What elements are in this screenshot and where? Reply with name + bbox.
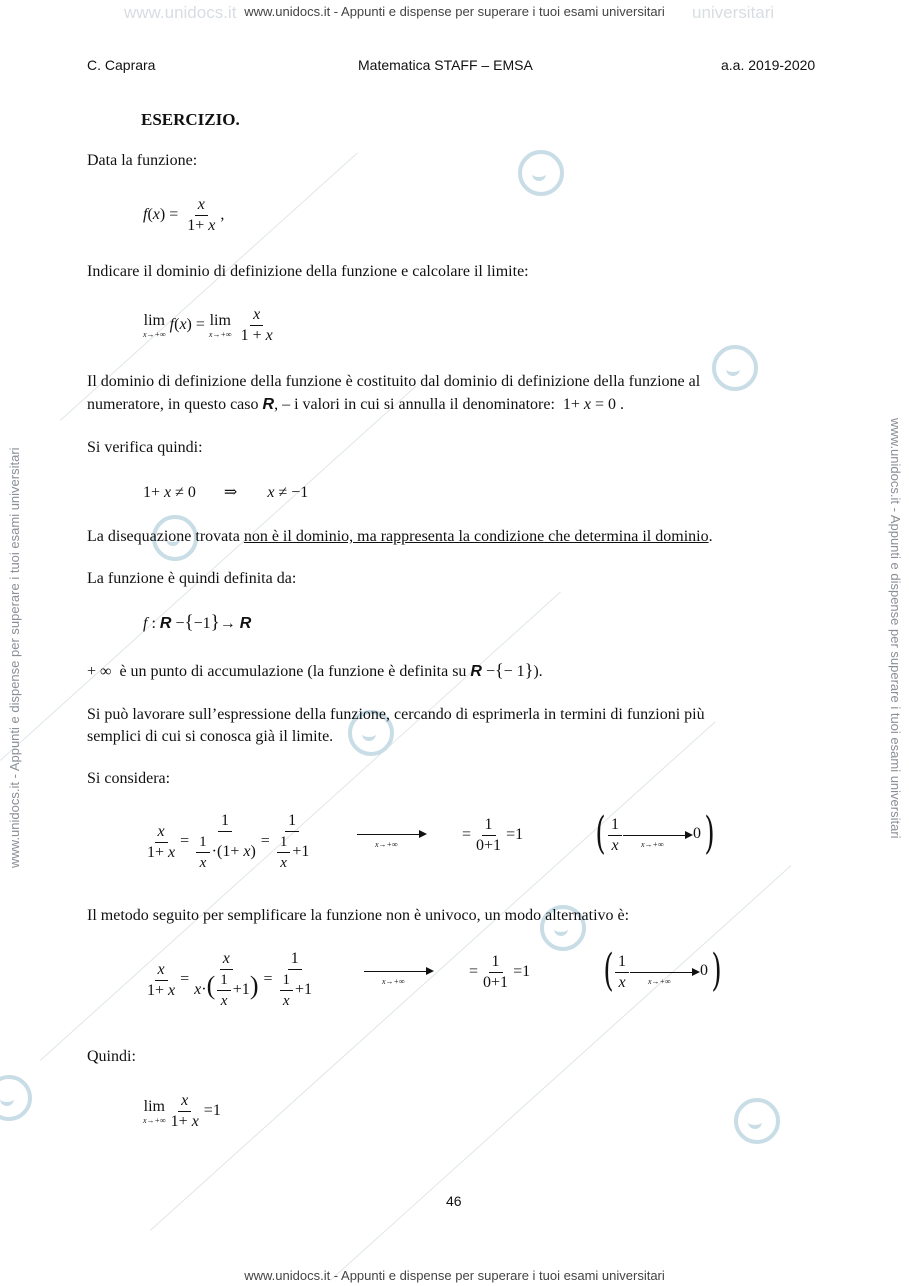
paragraph-domain-2: numeratore, in questo caso R, – i valori in cui si annulla il denominatore: 1+ x = 0 . [87, 396, 625, 413]
header-course: Matematica STAFF – EMSA [358, 57, 533, 73]
paragraph-intro: Data la funzione: [87, 152, 198, 169]
paren-left: ( [603, 945, 614, 996]
paragraph-method-2: semplici di cui si conosca già il limite. [87, 728, 334, 745]
exercise-title: ESERCIZIO. [141, 110, 240, 129]
watermark-banner-bottom: www.unidocs.it - Appunti e dispense per superare i tuoi esami universitari [244, 1268, 665, 1283]
watermark-side-right: www.unidocs.it - Appunti e dispense per superare i tuoi esami universitari [888, 418, 903, 839]
paragraph-defined: La funzione è quindi definita da: [87, 570, 297, 587]
formula-result-2: = $\frac{1}{0+1}$ =1 [469, 953, 531, 991]
paren-right: ) [711, 945, 722, 996]
formula-simplification-2: $\frac{x}{1+ x}$ = x x·( $\frac{1}{x}$ +1) = 1 $\frac{1}{x}$ +1 [147, 950, 313, 1009]
paragraph-task: Indicare il dominio di definizione della funzione e calcolare il limite: [87, 263, 529, 280]
formula-simplification-1: $\frac{x}{1+ x}$ = 1 $\frac{1}{x}$ ·(1+ x) = 1 $\frac{1}{x}$ +1 [147, 812, 310, 871]
aux-arrow-label: x→+∞ [641, 840, 664, 849]
limit-arrow-head [419, 830, 427, 838]
paren-left: ( [595, 808, 606, 859]
header-author: C. Caprara [87, 57, 156, 73]
formula-limit: lim x→+∞ f(x) = lim x→+∞ $\frac{x}{1 + x}$ [143, 306, 273, 344]
paren-right: ) [704, 808, 715, 859]
paragraph-inequality: La disequazione trovata non è il dominio, ma rappresenta la condizione che determina il dominio. [87, 528, 713, 545]
unidocs-logo-icon [712, 345, 758, 391]
unidocs-logo-icon [0, 1075, 32, 1121]
paragraph-alternative: Il metodo seguito per semplificare la funzione non è univoco, un modo alternativo è: [87, 907, 630, 924]
unidocs-logo-icon [518, 150, 564, 196]
paragraph-verify: Si verifica quindi: [87, 439, 203, 456]
unidocs-logo-icon [734, 1098, 780, 1144]
watermark-fragment-right: universitari [692, 3, 775, 22]
aux-zero: 0 [693, 825, 701, 842]
limit-arrow [357, 834, 419, 835]
watermark-fragment-left: www.unidocs.it [124, 3, 237, 22]
watermark-side-left: www.unidocs.it - Appunti e dispense per superare i tuoi esami universitari [7, 447, 22, 868]
page-number: 46 [446, 1193, 462, 1209]
aux-arrow [630, 972, 692, 973]
watermark-banner-top: www.unidocs.it - Appunti e dispense per superare i tuoi esami universitari [244, 4, 665, 19]
formula-condition: 1+ x ≠ 0 ⇒ x ≠ −1 [143, 484, 309, 501]
paragraph-conclusion: Quindi: [87, 1048, 136, 1065]
formula-final-limit: lim x→+∞ $\frac{x}{1+ x}$ =1 [143, 1092, 221, 1130]
limit-arrow-label: x→+∞ [382, 977, 405, 986]
aux-zero: 0 [700, 962, 708, 979]
paragraph-consider: Si considera: [87, 770, 171, 787]
aux-arrow-head [685, 831, 693, 839]
formula-result-1: = $\frac{1}{0+1}$ =1 [462, 816, 524, 854]
aux-arrow-label: x→+∞ [648, 977, 671, 986]
aux-arrow-head [692, 968, 700, 976]
paragraph-accumulation: + ∞ è un punto di accumulazione (la funzione è definita su R −{− 1}). [87, 660, 543, 680]
formula-mapping: f : R −{−1}→ R [143, 612, 252, 633]
aux-arrow [623, 835, 685, 836]
formula-aux-2: $\frac{1}{x}$ [613, 953, 631, 992]
limit-arrow-head [426, 967, 434, 975]
limit-arrow [364, 971, 426, 972]
paragraph-domain-1: Il dominio di definizione della funzione è costituito dal dominio di definizione della funzione al [87, 373, 701, 390]
formula-function: f(x) = $\frac{x}{1+ x}$ , [143, 196, 225, 234]
paragraph-method-1: Si può lavorare sull’espressione della funzione, cercando di esprimerla in termini di funzioni più [87, 706, 705, 723]
header-year: a.a. 2019-2020 [721, 57, 816, 73]
formula-aux-1: $\frac{1}{x}$ [606, 816, 624, 855]
limit-arrow-label: x→+∞ [375, 840, 398, 849]
